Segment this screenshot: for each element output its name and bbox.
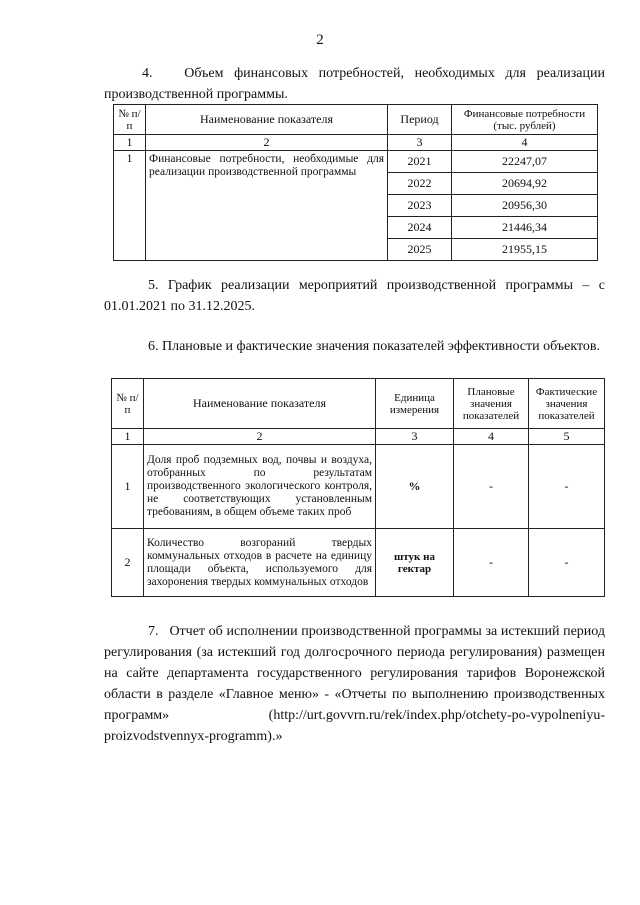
period-year: 2023 (388, 195, 452, 217)
period-year: 2022 (388, 173, 452, 195)
table-header-row (112, 379, 605, 429)
row-name: Количество возгораний твердых коммунальных отходов в расчете на единицу площади объекта, используемого для захоронения твердых коммунальных отходов (144, 529, 376, 597)
table-row (112, 445, 605, 529)
row-number: 1 (112, 445, 144, 529)
table-column-numbers-row (114, 135, 598, 151)
period-value: 20694,92 (452, 173, 598, 195)
col-number: 3 (388, 135, 452, 151)
header-planned: Плановые значения показателей (454, 379, 529, 429)
efficiency-indicators-table (111, 378, 605, 597)
section-7-number: 7. (148, 624, 159, 639)
row-name: Доля проб подземных вод, почвы и воздуха, отобранных по результатам производственного экологического контроля, не соответствующих установленным требованиям, в общем объеме таких проб (144, 445, 376, 529)
row-actual: - (529, 529, 605, 597)
section-5-text (104, 275, 605, 317)
header-number: № п/п (112, 379, 144, 429)
period-value: 21446,34 (452, 217, 598, 239)
row-unit: штук на гектар (376, 529, 454, 597)
col-number: 1 (112, 429, 144, 445)
header-name: Наименование показателя (144, 379, 376, 429)
table-row (114, 151, 598, 173)
row-planned: - (454, 529, 529, 597)
section-7-text (104, 621, 605, 747)
col-number: 3 (376, 429, 454, 445)
period-year: 2024 (388, 217, 452, 239)
row-number: 2 (112, 529, 144, 597)
section-5-body: 5. График реализации мероприятий производственной программы – с 01.01.2021 по 31.12.2025. (104, 278, 605, 314)
section-6-text (104, 336, 605, 357)
col-number: 4 (454, 429, 529, 445)
row-planned: - (454, 445, 529, 529)
header-actual: Фактические значения показателей (529, 379, 605, 429)
period-year: 2025 (388, 239, 452, 261)
page-number: 2 (316, 32, 324, 48)
row-actual: - (529, 445, 605, 529)
row-unit: % (376, 445, 454, 529)
section-7-body: Отчет об исполнении производственной программы за истекший период регулирования (за истекший год долгосрочного периода регулирования) размещен на сайте департамента государственного регулирования тарифов Воронежской области в разделе «Главное меню» - «Отчеты по выполнению производственных программ» (http://urt.govvrn.ru/rek/index.php/otchety-po-vypolneniyu-proizvodstvennyx-programm).» (104, 624, 606, 744)
period-value: 22247,07 (452, 151, 598, 173)
col-number: 5 (529, 429, 605, 445)
period-year: 2021 (388, 151, 452, 173)
section-4-number: 4. (142, 66, 153, 81)
header-period: Период (388, 105, 452, 135)
col-number: 1 (114, 135, 146, 151)
row-number: 1 (114, 151, 146, 261)
section-6-body: 6. Плановые и фактические значения показателей эффективности объектов. (148, 339, 601, 354)
section-4-heading (104, 63, 605, 105)
col-number: 4 (452, 135, 598, 151)
row-name: Финансовые потребности, необходимые для реализации производственной программы (146, 151, 388, 261)
table-header-row (114, 105, 598, 135)
col-number: 2 (144, 429, 376, 445)
section-4-text: Объем финансовых потребностей, необходимых для реализации производственной программы. (104, 66, 605, 102)
period-value: 20956,30 (452, 195, 598, 217)
period-value: 21955,15 (452, 239, 598, 261)
header-number: № п/п (114, 105, 146, 135)
header-name: Наименование показателя (146, 105, 388, 135)
header-financial-needs: Финансовые потребности (тыс. рублей) (452, 105, 598, 135)
col-number: 2 (146, 135, 388, 151)
header-unit: Единица измерения (376, 379, 454, 429)
table-column-numbers-row (112, 429, 605, 445)
table-row (112, 529, 605, 597)
financial-needs-table (113, 104, 598, 261)
